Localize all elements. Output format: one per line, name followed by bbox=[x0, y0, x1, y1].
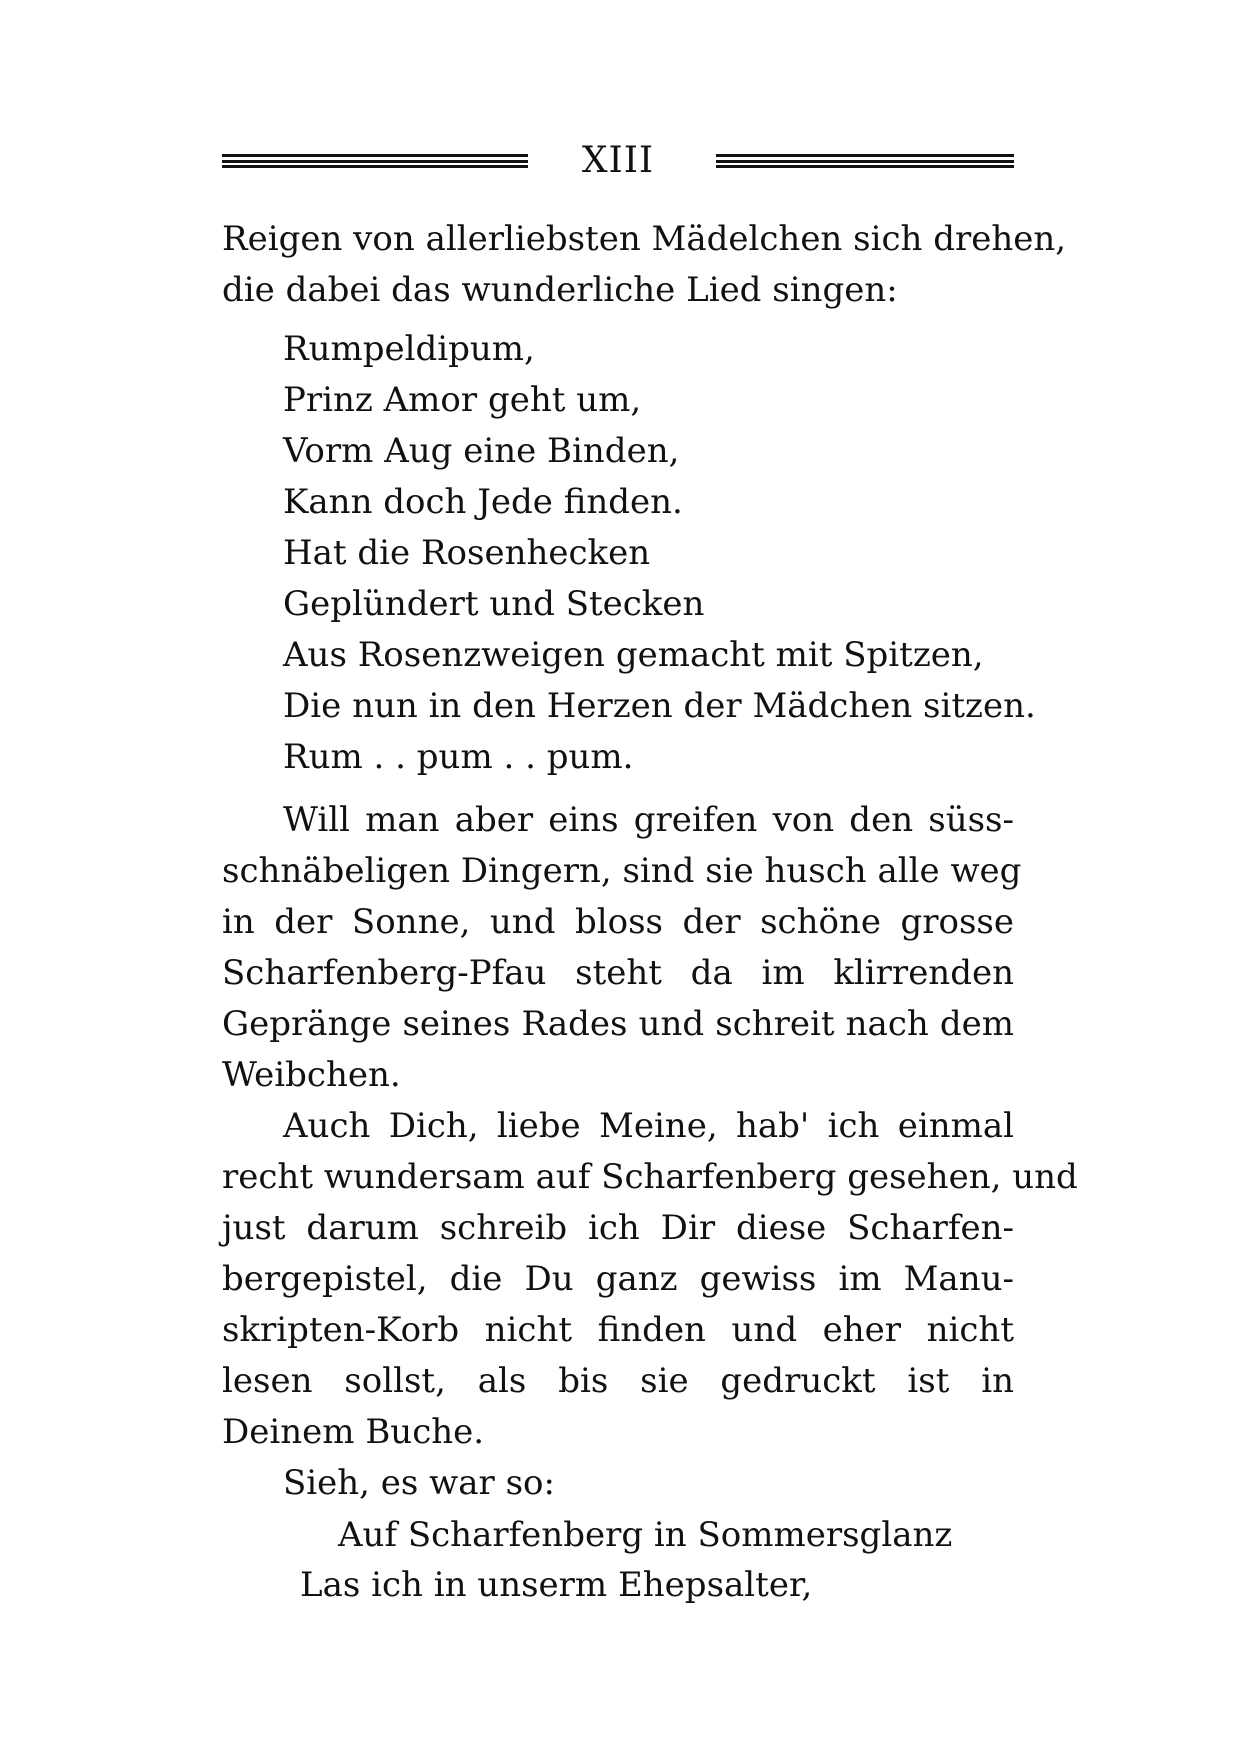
text-line: just darum schreib ich Dir diese Scharfen- bbox=[222, 1208, 1014, 1248]
text-line: Will man aber eins greifen von den süss- bbox=[283, 800, 1014, 840]
text-line: schnäbeligen Dingern, sind sie husch alle weg bbox=[222, 851, 1022, 891]
verse-line: Kann doch Jede finden. bbox=[283, 482, 683, 522]
text-line: bergepistel, die Du ganz gewiss im Manu- bbox=[222, 1259, 1014, 1299]
header-rule-right bbox=[716, 154, 1014, 168]
text-line: recht wundersam auf Scharfenberg gesehen, und bbox=[222, 1157, 1078, 1197]
verse-line: Rum . . pum . . pum. bbox=[283, 737, 634, 777]
verse-line: Geplündert und Stecken bbox=[283, 584, 705, 624]
verse-line: Las ich in unserm Ehepsalter, bbox=[300, 1565, 813, 1605]
text-line: in der Sonne, und bloss der schöne grosse bbox=[222, 902, 1014, 942]
verse-line: Die nun in den Herzen der Mädchen sitzen. bbox=[283, 686, 1036, 726]
text-line: skripten-Korb nicht finden und eher nicht bbox=[222, 1310, 1014, 1350]
text-line: Auch Dich, liebe Meine, hab' ich einmal bbox=[283, 1106, 1014, 1146]
verse-line: Auf Scharfenberg in Sommersglanz bbox=[338, 1515, 953, 1555]
text-line: Deinem Buche. bbox=[222, 1412, 485, 1452]
verse-line: Vorm Aug eine Binden, bbox=[283, 431, 680, 471]
verse-2-line-1 bbox=[338, 1510, 952, 1561]
verse-line: Aus Rosenzweigen gemacht mit Spitzen, bbox=[283, 635, 984, 675]
text-line: Sieh, es war so: bbox=[283, 1463, 555, 1503]
verse-line: Hat die Rosenhecken bbox=[283, 533, 651, 573]
text-line: Scharfenberg-Pfau steht da im klirrenden bbox=[222, 953, 1014, 993]
text-line: die dabei das wunderliche Lied singen: bbox=[222, 270, 898, 310]
text-line: Weibchen. bbox=[222, 1055, 401, 1095]
paragraph-1 bbox=[222, 214, 1067, 316]
page-number: XIII bbox=[581, 140, 655, 181]
paragraph-2 bbox=[222, 795, 1022, 1101]
running-head bbox=[222, 138, 1014, 188]
paragraph-4 bbox=[283, 1458, 555, 1509]
text-line: lesen sollst, als bis sie gedruckt ist in bbox=[222, 1361, 1014, 1401]
text-line: Gepränge seines Rades und schreit nach dem bbox=[222, 1004, 1014, 1044]
text-line: Reigen von allerliebsten Mädelchen sich drehen, bbox=[222, 219, 1067, 259]
verse-2-line-2 bbox=[300, 1560, 812, 1611]
paragraph-3 bbox=[222, 1101, 1078, 1458]
verse-1 bbox=[283, 324, 1036, 783]
verse-line: Rumpeldipum, bbox=[283, 329, 535, 369]
verse-line: Prinz Amor geht um, bbox=[283, 380, 642, 420]
